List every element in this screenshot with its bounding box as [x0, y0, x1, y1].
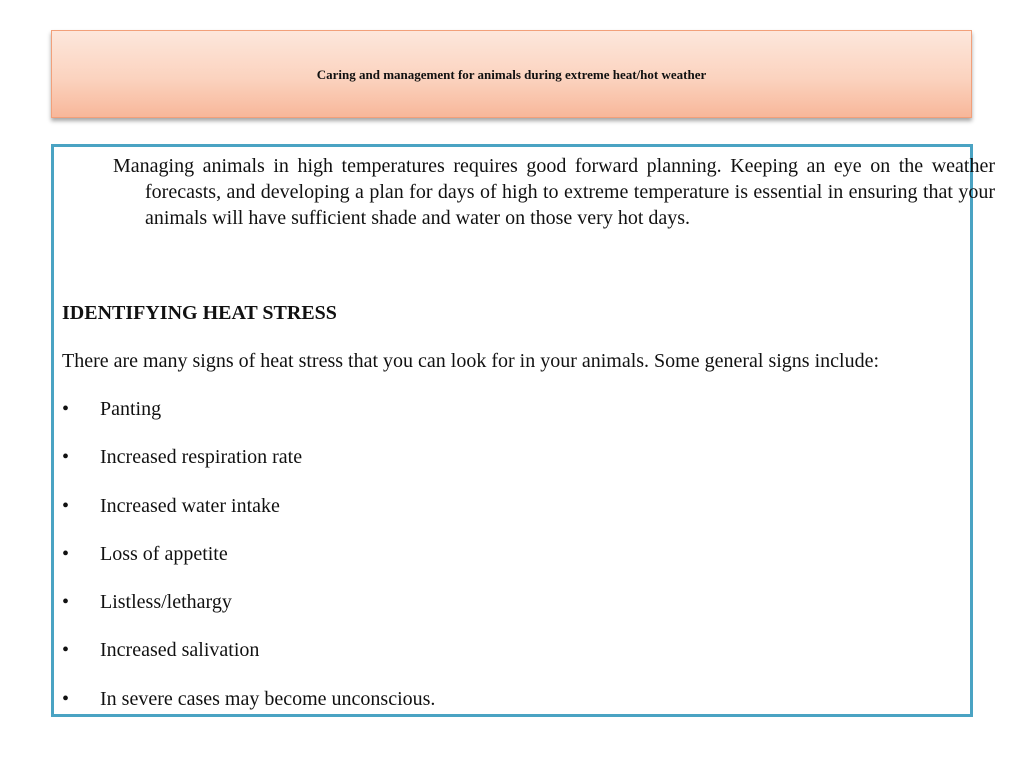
bullet-icon: •	[62, 639, 70, 662]
list-item-label: Listless/lethargy	[100, 591, 232, 614]
bullet-icon: •	[62, 687, 70, 710]
section-heading: IDENTIFYING HEAT STRESS	[62, 302, 337, 324]
list-item-label: Increased salivation	[100, 639, 260, 662]
bullet-icon: •	[62, 542, 70, 565]
list-item-label: Loss of appetite	[100, 542, 228, 565]
content-box	[51, 144, 995, 717]
list-item-label: Increased water intake	[100, 494, 280, 517]
list-item-label: Increased respiration rate	[100, 446, 303, 469]
list-item-label: Panting	[100, 398, 162, 420]
section-lead: There are many signs of heat stress that you can look for in your animals. Some general signs include:	[62, 350, 880, 372]
bullet-icon: •	[62, 446, 70, 469]
bullet-icon: •	[62, 591, 70, 614]
intro-paragraph: Managing animals in high temperatures requires good forward planning. Keeping an eye on the weather forecasts, and developing a plan for days of high to extreme temperature is essential in ensuring that your animals will have sufficient shade and water on those very hot days.	[113, 155, 995, 229]
list-item-label: In severe cases may become unconscious.	[100, 687, 436, 710]
bullet-icon: •	[62, 494, 70, 517]
slide-title: Caring and management for animals during extreme heat/hot weather	[316, 67, 707, 82]
bullet-icon: •	[62, 398, 70, 420]
title-box	[51, 30, 972, 118]
